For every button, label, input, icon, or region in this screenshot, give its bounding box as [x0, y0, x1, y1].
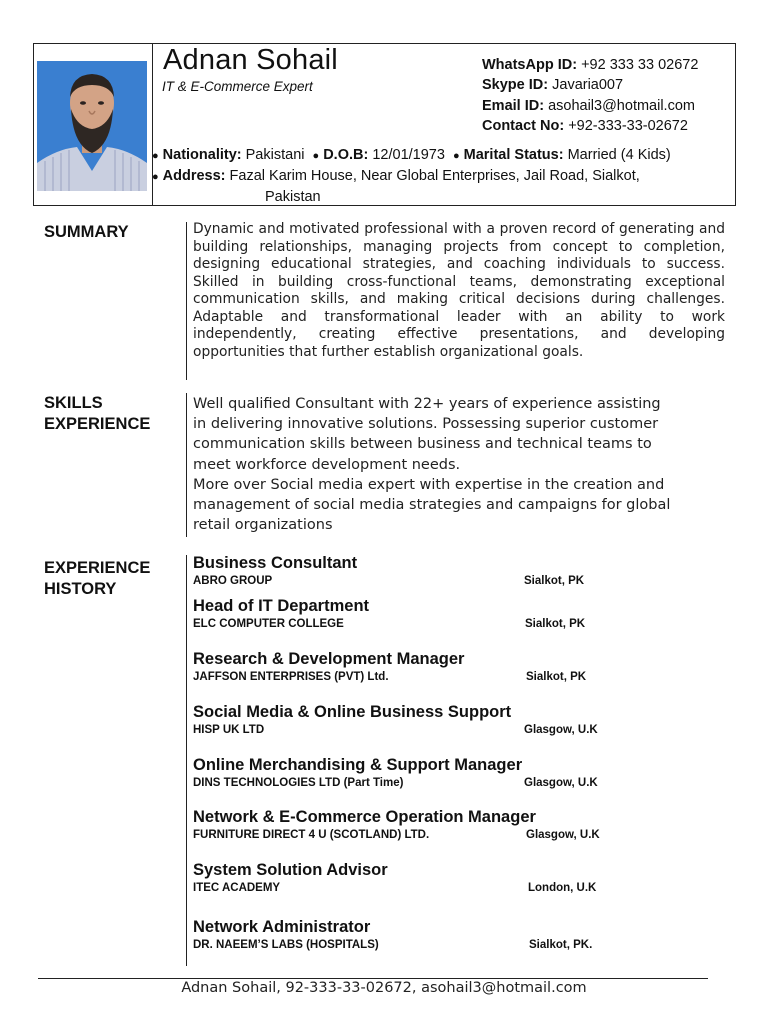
- personal-row-1: ● Nationality: Pakistani ● D.O.B: 12/01/1973 ● Marital Status: Married (4 Kids): [152, 147, 671, 163]
- experience-item: [193, 650, 713, 689]
- skills-line: in delivering innovative solutions. Possessing superior customer: [193, 416, 659, 433]
- skills-heading: SKILLS EXPERIENCE: [44, 394, 151, 433]
- bullet-icon: ●: [312, 150, 320, 162]
- job-location: Glasgow, U.K: [524, 777, 598, 789]
- footer-rule: [38, 978, 708, 979]
- personal-address-cont: Pakistan: [265, 189, 321, 205]
- contact-skype: Skype ID: Javaria007: [482, 77, 624, 94]
- job-title: Business Consultant: [193, 554, 358, 572]
- job-title: Network Administrator: [193, 918, 371, 936]
- summary-heading: SUMMARY: [44, 223, 129, 241]
- company-name: ELC COMPUTER COLLEGE: [193, 618, 344, 630]
- company-name: HISP UK LTD: [193, 724, 265, 736]
- skills-line: retail organizations: [193, 517, 333, 534]
- skills-line: More over Social media expert with expertise in the creation and: [193, 476, 665, 493]
- job-title: Online Merchandising & Support Manager: [193, 756, 523, 774]
- job-title: Social Media & Online Business Support: [193, 703, 512, 721]
- candidate-role: IT & E-Commerce Expert: [162, 79, 313, 94]
- contact-phone: Contact No: +92-333-33-02672: [482, 117, 688, 134]
- contact-whatsapp: WhatsApp ID: +92 333 33 02672: [482, 57, 699, 73]
- job-title: Head of IT Department: [193, 597, 370, 615]
- experience-item: [193, 554, 713, 593]
- header-box: [33, 43, 736, 206]
- experience-item: [193, 756, 713, 795]
- experience-item: [193, 703, 713, 742]
- summary-text: Dynamic and motivated professional with a proven record of generating and building relationships, managing projects from concept to completion, designing educational strategies, and coaching individuals to success. Skilled in building cross-functional teams, demonstrating exceptional communication skills, and making critical decisions during challenges. Adaptable and transformational leader with an ability to work independently, creating effective presentations, and developing opportunities that further establish organizational goals.: [193, 221, 725, 360]
- history-divider: [186, 555, 187, 966]
- job-location: London, U.K: [528, 882, 597, 894]
- photo-cell: [34, 44, 153, 205]
- job-location: Sialkot, PK: [526, 671, 587, 683]
- experience-item: [193, 808, 713, 847]
- personal-details: [152, 145, 671, 207]
- job-title: System Solution Advisor: [193, 861, 388, 879]
- bullet-icon: ●: [152, 171, 159, 183]
- job-title: Research & Development Manager: [193, 650, 465, 668]
- profile-photo: [37, 61, 147, 191]
- job-location: Sialkot, PK: [524, 575, 585, 587]
- company-name: JAFFSON ENTERPRISES (PVT) Ltd.: [193, 671, 389, 683]
- company-name: DR. NAEEM’S LABS (HOSPITALS): [193, 939, 379, 951]
- job-location: Glasgow, U.K: [524, 724, 598, 736]
- job-location: Sialkot, PK: [525, 618, 586, 630]
- job-title: Network & E-Commerce Operation Manager: [193, 808, 536, 826]
- company-name: FURNITURE DIRECT 4 U (SCOTLAND) LTD.: [193, 829, 430, 841]
- job-location: Glasgow, U.K: [526, 829, 600, 841]
- job-location: Sialkot, PK.: [529, 939, 593, 951]
- company-name: ITEC ACADEMY: [193, 882, 281, 894]
- experience-item: [193, 918, 713, 957]
- company-name: DINS TECHNOLOGIES LTD (Part Time): [193, 777, 404, 789]
- skills-text: [193, 394, 733, 535]
- contact-block: [482, 55, 698, 136]
- bullet-icon: ●: [452, 150, 460, 162]
- summary-divider: [186, 222, 187, 380]
- bullet-icon: ●: [152, 150, 159, 162]
- history-heading: EXPERIENCE HISTORY: [44, 559, 151, 598]
- skills-line: meet workforce development needs.: [193, 456, 461, 473]
- experience-item: [193, 861, 713, 900]
- experience-item: [193, 597, 713, 636]
- company-name: ABRO GROUP: [193, 575, 273, 587]
- skills-divider: [186, 393, 187, 537]
- candidate-name: Adnan Sohail: [163, 44, 338, 76]
- skills-line: Well qualified Consultant with 22+ years of experience assisting: [193, 396, 661, 412]
- skills-line: communication skills between business and technical teams to: [193, 436, 652, 453]
- skills-line: management of social media strategies and campaigns for global: [193, 497, 671, 514]
- personal-address: ● Address: Fazal Karim House, Near Global Enterprises, Jail Road, Sialkot,: [152, 168, 640, 184]
- contact-email: Email ID: asohail3@hotmail.com: [482, 97, 695, 114]
- footer-text: Adnan Sohail, 92-333-33-02672, asohail3@hotmail.com: [181, 980, 587, 996]
